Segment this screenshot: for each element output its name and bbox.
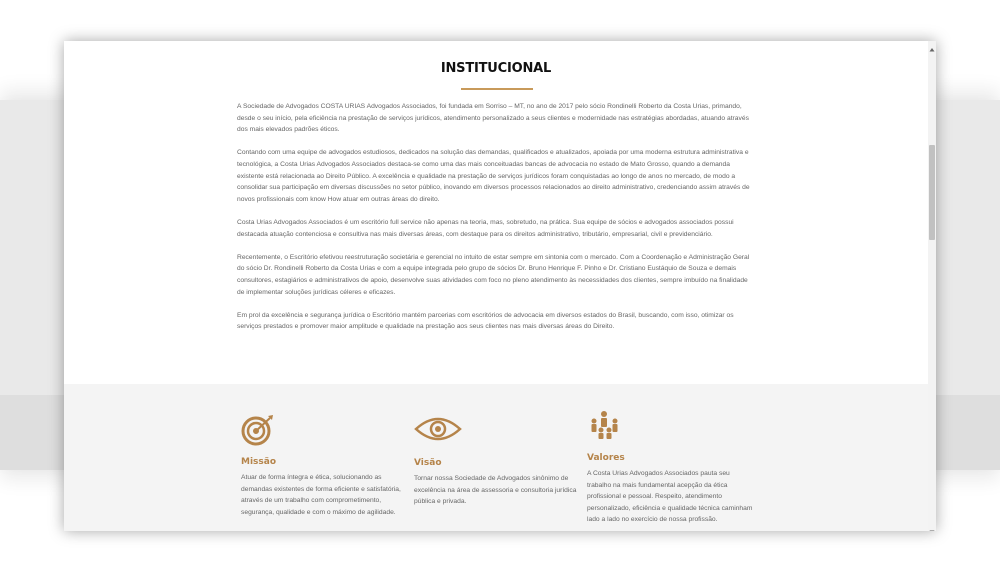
vertical-scrollbar[interactable]	[928, 41, 936, 531]
eye-icon	[414, 415, 462, 448]
paragraph-team: Contando com uma equipe de advogados estudiosos, dedicados na solução das demandas, qualificados e atualizados, apoiada por uma moderna estrutura administrativa e tecnológica, a Costa Urias Advogados Associados destaca-se como uma das mais conceituadas bancas de advocacia no estado de Mato Grosso, quando a demanda existente está relacionada ao Direito Público. A excelência e qualidade na prestação de serviços jurídicos foram conquistadas ao longo de anos no mercado, de modo a consolidar sua participação em diversas discussões no setor público, inovando em diversos processos relacionados ao direito administrativo, credenciando assim através de novos profissionais com know How atuar em outras áreas do direito.	[237, 149, 750, 203]
paragraph-full-service: Costa Urias Advogados Associados é um escritório full service não apenas na teoria, mas, sobretudo, na prática. Sua equipe de sócios e advogados associados possui destacada atuação contenciosa e consultiva nas mais diversas áreas, com destaque para os direitos administrativo, tributário, empresarial, civil e previdenciário.	[237, 218, 734, 238]
feature-vision-text: Tornar nossa Sociedade de Advogados sinônimo de excelência na área de assessoria e consultoria jurídica pública e privada.	[414, 475, 577, 506]
paragraph-history: A Sociedade de Advogados COSTA URIAS Advogados Associados, foi fundada em Sorriso – MT, no ano de 2017 pelo sócio Rondinelli Roberto da Costa Urias, primando, desde o seu início, pela eficiência na prestação de serviços jurídicos, atendimento personalizado a seus clientes e modernidade nas estratégias abordadas, atuando através dos mais elevados padrões éticos.	[237, 103, 749, 134]
institutional-popup	[64, 41, 936, 531]
feature-vision-title: Visão	[414, 458, 442, 468]
feature-values-title: Valores	[587, 453, 625, 463]
feature-mission-title: Missão	[241, 457, 277, 467]
feature-mission-text: Atuar de forma íntegra e ética, solucionando as demandas existentes de forma eficiente e satisfatória, através de um trabalho com comprometimento, segurança, qualidade e com o máximo de agilidade.	[241, 474, 401, 516]
scroll-down-arrow-icon[interactable]	[928, 523, 936, 531]
feature-values-text: A Costa Urias Advogados Associados pauta seu trabalho na mais fundamental acepção da ética profissional e pessoal. Respeito, atendimento personalizado, eficiência e qualidade técnica caminham lado a lado no exercício de nossa profissão.	[587, 470, 753, 524]
target-icon	[241, 414, 277, 451]
scroll-up-arrow-icon[interactable]	[928, 41, 936, 49]
title-underline	[461, 88, 533, 90]
paragraph-partnerships: Em prol da excelência e segurança jurídica o Escritório mantém parcerias com escritórios de advocacia em diversos estados do Brasil, buscando, com isso, otimizar os serviços prestados e promover maior amplitude e qualidade na prestação aos seus clientes nas mais diversas áreas do Direito.	[237, 311, 734, 331]
popup-content	[64, 41, 928, 531]
scrollbar-thumb[interactable]	[929, 145, 935, 240]
features-section	[64, 384, 928, 531]
institutional-text	[237, 101, 757, 344]
page-title: INSTITUCIONAL	[440, 61, 552, 76]
people-icon	[587, 410, 623, 445]
paragraph-restructuring: Recentemente, o Escritório efetivou reestruturação societária e gerencial no intuito de estar sempre em sintonia com o mercado. Com a Coordenação e Administração Geral do sócio Dr. Rondinelli Roberto da Costa Urias e com a equipe integrada pelo grupo de sócios Dr. Bruno Henrique F. Pinho e Dr. Cristiano Eustáquio de Souza e demais consultores, estagiários e administrativos de apoio, desenvolve suas atividades com foco no pleno atendimento às necessidades dos clientes, sempre imbuído na finalidade de implementar soluções jurídicas céleres e eficazes.	[237, 253, 750, 296]
